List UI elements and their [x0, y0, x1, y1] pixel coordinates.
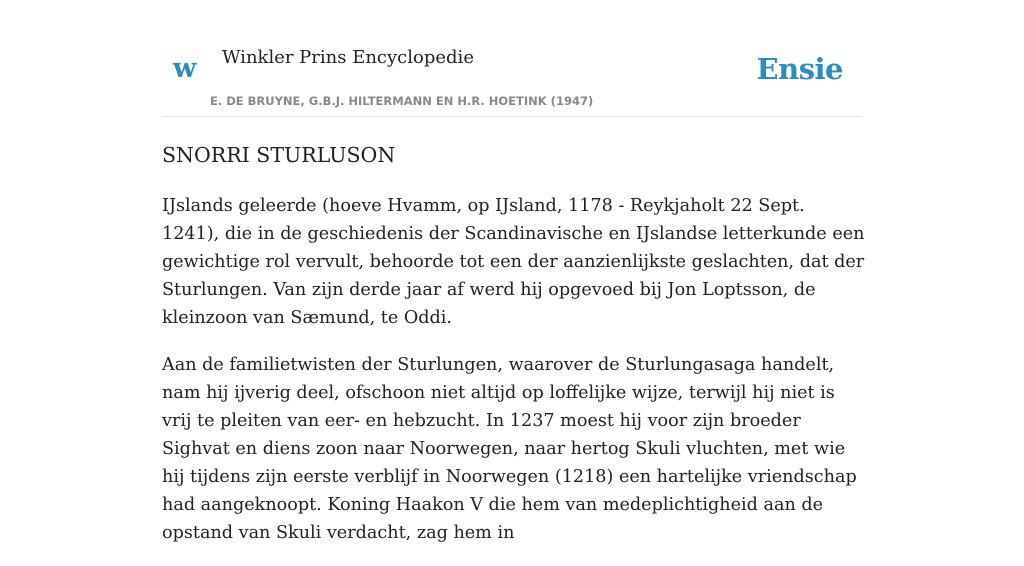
site-header — [162, 0, 862, 117]
winkler-prins-logo[interactable]: w — [173, 53, 197, 84]
article-body — [162, 192, 867, 566]
ensie-logo[interactable]: Ensie — [756, 52, 843, 86]
article-title: SNORRI STURLUSON — [162, 143, 396, 167]
site-title[interactable]: Winkler Prins Encyclopedie — [222, 47, 474, 68]
article-paragraph: Aan de familietwisten der Sturlungen, waarover de Sturlungasaga handelt, nam hij ijverig deel, ofschoon niet altijd op loffelijke wijze, terwijl hij niet is vrij te pleiten van eer- en hebzucht. In 1237 moest hij voor zijn broeder Sighvat en diens zoon naar Noorwegen, naar hertog Skuli vluchten, met wie hij tijdens zijn eerste verblijf in Noorwegen (1218) een hartelijke vriendschap had aangeknoopt. Koning Haakon V die hem van medeplichtigheid aan de opstand van Skuli verdacht, zag hem in — [162, 355, 857, 543]
article-paragraph: IJslands geleerde (hoeve Hvamm, op IJsland, 1178 - Reykjaholt 22 Sept. 1241), die in de geschiedenis der Scandinavische en IJslandse letterkunde een gewichtige rol vervult, behoorde tot een der aanzienlijkste geslachten, dat der Sturlungen. Van zijn derde jaar af werd hij opgevoed bij Jon Loptsson, de kleinzoon van Sæmund, te Oddi. — [162, 196, 865, 328]
authors-line: E. DE BRUYNE, G.B.J. HILTERMANN EN H.R. HOETINK (1947) — [210, 94, 594, 108]
